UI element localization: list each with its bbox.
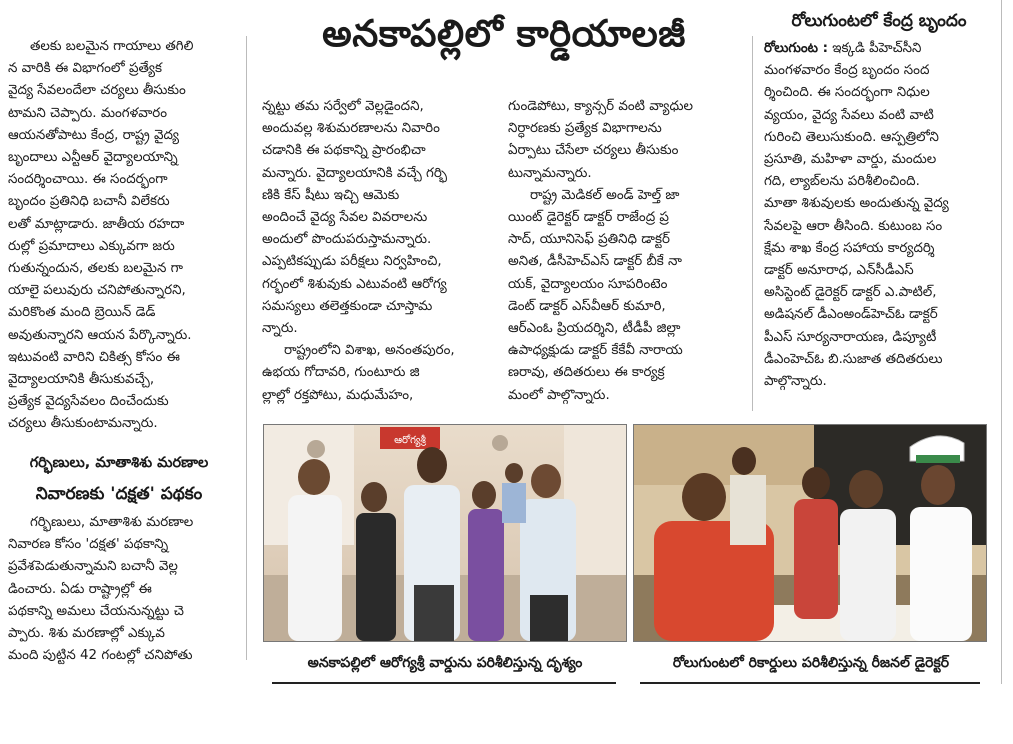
ward-inspection-illustration <box>264 425 626 641</box>
text-line: రాష్ట్రంలోని విశాఖ, అనంతపురం, <box>284 343 455 359</box>
text-line: ల్లాల్లో రక్తపోటు, మధుమేహం, <box>262 387 414 403</box>
text-line: మంగళవారం కేంద్ర బృందం సంద <box>764 63 930 79</box>
text-line: న వారికి ఈ విభాగంలో ప్రత్యేక <box>8 61 162 77</box>
text-fragment: ఇక్కడి పీహెచ్‌సీని <box>832 41 922 56</box>
text-line: ఆయనతోపాటు కేంద్ర, రాష్ట్ర వైద్య <box>8 127 180 143</box>
text-line: క్షేమ శాఖ కేంద్ర సహాయ కార్యదర్శి <box>764 240 935 256</box>
text-line: ణికి కేస్ షీటు ఇచ్చి ఆమెకు <box>262 187 400 203</box>
text-line: ప్పారు. శిశు మరణాల్లో ఎక్కువ <box>8 626 165 642</box>
text-line: సాద్, యూనిసెఫ్ ప్రతినిధి డాక్టర్ <box>508 232 670 248</box>
text-line: అవుతున్నారని ఆయన పేర్కొన్నారు. <box>8 327 192 343</box>
text-line: గుండెపోటు, క్యాన్సర్ వంటి వ్యాధుల <box>508 99 694 114</box>
text-line: చడానికి ఈ పథకాన్ని ప్రారంభిచా <box>262 143 426 159</box>
text-line: సేవలపై ఆరా తీసింది. కుటుంబ సం <box>764 218 943 234</box>
text-line: టామని చెప్పారు. మంగళవారం <box>8 105 167 121</box>
ward-inspection-photo <box>263 424 627 642</box>
text-line: మాతా శిశువులకు అందుతున్న వైద్య <box>764 196 949 212</box>
photo2-caption: రోలుగుంటలో రికార్డులు పరిశీలిస్తున్న రీజనల్ డైరెక్టర్ <box>672 655 950 671</box>
text-line: గది, ల్యాబ్‌లను పరిశీలించింది. <box>764 174 920 190</box>
text-line: డాక్టర్ అనూరాధ, ఎన్‌సీడీఎస్ <box>764 263 914 279</box>
text-line <box>764 38 986 60</box>
text-line: గర్భిణులు, మాతాశిశు మరణాల <box>30 515 194 530</box>
text-line: ఉభయ గోదావరి, గుంటూరు జి <box>262 365 420 381</box>
text-line: మన్నారు. వైద్యాలయానికి వచ్చే గర్భి <box>262 165 448 181</box>
text-line: గురించి తెలుసుకుంది. ఆస్పత్రిలోని <box>764 129 939 145</box>
main-headline: అనకాపల్లిలో కార్డియాలజీ <box>322 12 686 55</box>
text-line: అసిస్టెంట్ డైరెక్టర్ డాక్టర్ ఎ.పాటిల్, <box>764 285 937 301</box>
text-line: డించారు. ఏడు రాష్ట్రాల్లో ఈ <box>8 581 152 597</box>
text-line: అడిషనల్ డీఎంఅండ్‌హెచ్‌ఓ డాక్టర్ <box>764 307 938 323</box>
text-line: గర్భంలో శిశువుకు ఎటువంటి ఆరోగ్య <box>262 276 447 292</box>
text-line: సమస్యలు తలెత్తకుండా చూస్తామ <box>262 298 433 314</box>
text-line: బృందం ప్రతినిధి బచానీ విలేకరు <box>8 194 170 210</box>
text-line: టున్నామన్నారు. <box>508 165 592 181</box>
text-line: డెంట్ డాక్టర్ ఎస్‌వీఆర్ కుమారి, <box>508 298 666 314</box>
text-line: లతో మాట్లాడారు. జాతీయ రహదా <box>8 216 185 232</box>
text-line: ఉపాధ్యక్షుడు డాక్టర్ కేకేవీ నారాయ <box>508 343 683 359</box>
text-line: నివారణ కోసం 'దక్షత' పథకాన్ని <box>8 537 169 553</box>
side-story-column <box>764 38 986 393</box>
text-line: రాష్ట్ర మెడికల్ అండ్ హెల్త్ జా <box>530 187 680 203</box>
text-line: పీఎస్ సూర్యనారాయణ, డిప్యూటీ <box>764 329 937 345</box>
text-line: అందువల్ల శిశుమరణాలను నివారిం <box>262 121 440 137</box>
column-divider <box>246 36 247 660</box>
text-line: ర్శించింది. ఈ సందర్భంగా నిధుల <box>764 85 930 101</box>
text-line: ప్రత్యేక వైద్యసేవలం దించేందుకు <box>8 394 169 410</box>
text-line: తలకు బలమైన గాయాలు తగిలి <box>30 39 194 54</box>
side-story-headline: రోలుగుంటలో కేంద్ర బృందం <box>791 11 967 31</box>
text-line: ప్రవేశపెడుతున్నామని బచానీ వెల్ల <box>8 559 178 575</box>
text-line: న్నట్టు తమ సర్వేలో వెల్లడైందని, <box>262 99 424 114</box>
subheadline-2: నివారణకు 'దక్షత' పథకం <box>35 484 203 504</box>
text-line: సందర్శించాయి. ఈ సందర్భంగా <box>8 172 168 188</box>
text-line: యక్, వైద్యాలయం సూపరింటెం <box>508 276 668 292</box>
text-line: యాలై పలువురు చనిపోతున్నారని, <box>8 283 186 299</box>
caption-underline <box>640 682 980 684</box>
article-column-2 <box>262 96 489 407</box>
records-inspection-photo <box>633 424 987 642</box>
records-inspection-illustration <box>634 425 986 641</box>
text-line: రుల్లో ప్రమాదాలు ఎక్కువగా జరు <box>8 238 175 254</box>
text-line: అందులో పొందుపరుస్తామన్నారు. <box>262 232 432 248</box>
text-line: వైద్యాలయానికి తీసుకువచ్చే, <box>8 372 155 388</box>
text-line: గుతున్నందున, తలకు బలమైన గా <box>8 261 183 277</box>
text-line: బృందాలు ఎన్టీఆర్ వైద్యాలయాన్ని <box>8 150 178 166</box>
text-line: అందించే వైద్య సేవల వివరాలను <box>262 210 428 226</box>
text-line: ఎప్పటికప్పుడు పరీక్షలు నిర్వహించి, <box>262 254 442 270</box>
column-divider <box>752 36 753 411</box>
text-line: చర్యలు తీసుకుంటామన్నారు. <box>8 416 158 432</box>
text-line: పథకాన్ని అమలు చేయనున్నట్టు చె <box>8 603 184 619</box>
text-line: పాల్గొన్నారు. <box>764 374 827 390</box>
column-divider <box>1001 0 1002 684</box>
dateline: రోలుగుంట : <box>764 41 828 56</box>
text-line: డీఎంహెచ్‌ఓ బి.సుజాత తదితరులు <box>764 351 943 367</box>
ward-sign: ఆరోగ్యశ్రీ <box>394 435 426 446</box>
article-column-3 <box>508 96 736 407</box>
text-line: ఆర్‌ఎంఓ ప్రియదర్శిని, టీడీపీ జిల్లా <box>508 321 681 337</box>
text-line: ఇటువంటి వారిని చికిత్స కోసం ఈ <box>8 349 180 365</box>
text-line: మరికొంత మంది బ్రెయిన్ డెడ్ <box>8 305 156 321</box>
caption-underline <box>272 682 616 684</box>
article-column-1b <box>8 512 230 667</box>
text-line: యింట్ డైరెక్టర్ డాక్టర్ రాజేంద్ర ప్ర <box>508 210 669 226</box>
text-line: వైద్య సేవలందేలా చర్యలు తీసుకుం <box>8 83 186 99</box>
subheadline-1: గర్భిణులు, మాతాశిశు మరణాల <box>29 455 209 471</box>
text-line: ణరావు, తదితరులు ఈ కార్యక్ర <box>508 365 665 381</box>
text-line: నిర్ధారణకు ప్రత్యేక విభాగాలను <box>508 121 662 137</box>
text-line: అనిత, డీసీహెచ్‌ఎస్ డాక్టర్ బీకే నా <box>508 254 682 270</box>
text-line: ఏర్పాటు చేసేలా చర్యలు తీసుకుం <box>508 143 679 159</box>
photo1-caption: అనకాపల్లిలో ఆరోగ్యశ్రీ వార్డును పరిశీలిస్తున్న దృశ్యం <box>307 655 583 671</box>
text-line: మంలో పాల్గొన్నారు. <box>508 387 610 403</box>
text-line: మంది పుట్టిన 42 గంటల్లో చనిపోతు <box>8 648 193 664</box>
text-line: న్నారు. <box>262 321 298 337</box>
text-line: ప్రసూతి, మహిళా వార్డు, మందుల <box>764 152 937 168</box>
article-column-1 <box>8 36 230 436</box>
text-line: వ్యయం, వైద్య సేవలు వంటి వాటి <box>764 107 934 123</box>
